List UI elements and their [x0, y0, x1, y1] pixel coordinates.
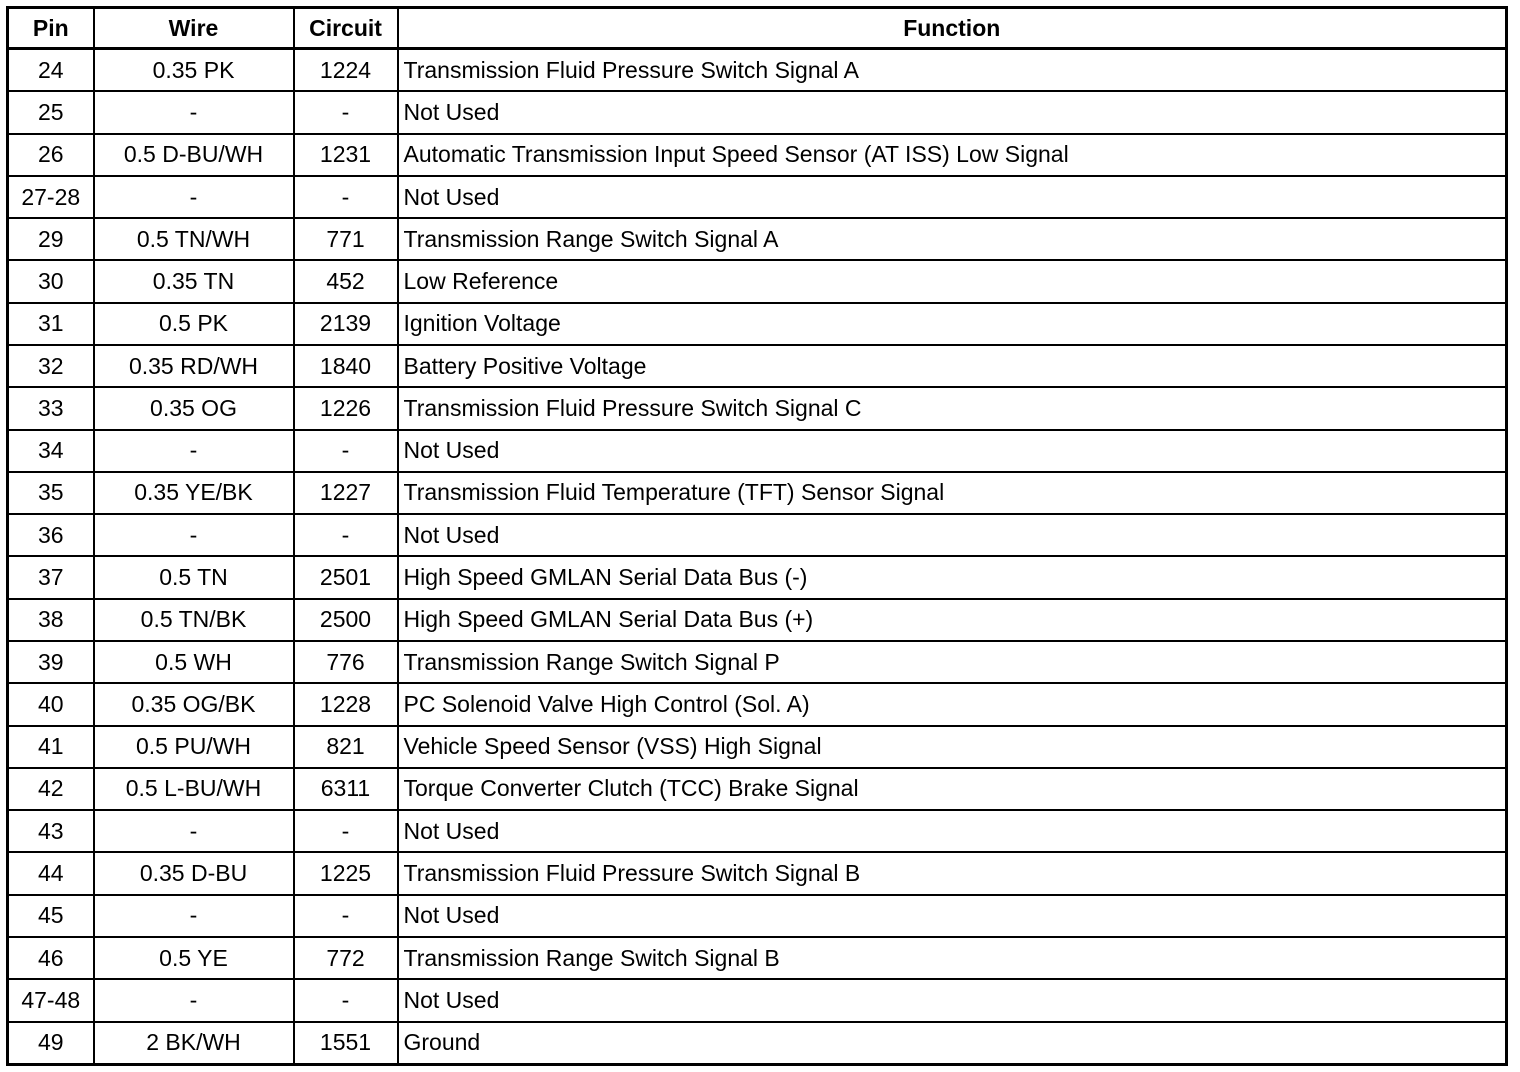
pin-cell: 30: [8, 260, 94, 302]
pin-cell: 44: [8, 852, 94, 894]
pin-cell: 27-28: [8, 176, 94, 218]
table-row: [8, 260, 1507, 302]
pin-cell: 46: [8, 937, 94, 979]
wire-cell: 0.5 YE: [94, 937, 294, 979]
circuit-cell: 1225: [294, 852, 398, 894]
header-row: [8, 8, 1507, 49]
function-cell: Not Used: [398, 895, 1507, 937]
function-cell: Transmission Fluid Pressure Switch Signal B: [398, 852, 1507, 894]
function-cell: Ground: [398, 1022, 1507, 1065]
circuit-cell: 2139: [294, 303, 398, 345]
table-row: [8, 49, 1507, 92]
function-cell: High Speed GMLAN Serial Data Bus (-): [398, 556, 1507, 598]
pin-cell: 49: [8, 1022, 94, 1065]
circuit-cell: 771: [294, 218, 398, 260]
pin-cell: 41: [8, 726, 94, 768]
circuit-cell: 821: [294, 726, 398, 768]
wire-cell: 2 BK/WH: [94, 1022, 294, 1065]
pin-cell: 47-48: [8, 979, 94, 1021]
pin-cell: 29: [8, 218, 94, 260]
wire-cell: -: [94, 895, 294, 937]
circuit-cell: 452: [294, 260, 398, 302]
wire-cell: 0.35 TN: [94, 260, 294, 302]
function-cell: Not Used: [398, 810, 1507, 852]
function-cell: Automatic Transmission Input Speed Sensor (AT ISS) Low Signal: [398, 134, 1507, 176]
table-row: [8, 979, 1507, 1021]
pin-cell: 31: [8, 303, 94, 345]
table-row: [8, 683, 1507, 725]
wire-cell: 0.35 OG: [94, 387, 294, 429]
table-row: [8, 218, 1507, 260]
table-row: [8, 556, 1507, 598]
wire-cell: 0.35 OG/BK: [94, 683, 294, 725]
circuit-cell: 1551: [294, 1022, 398, 1065]
wire-cell: -: [94, 979, 294, 1021]
table-row: [8, 852, 1507, 894]
wire-cell: 0.35 PK: [94, 49, 294, 92]
circuit-cell: -: [294, 514, 398, 556]
function-cell: Not Used: [398, 514, 1507, 556]
header-function: Function: [398, 8, 1507, 49]
function-cell: Transmission Range Switch Signal B: [398, 937, 1507, 979]
wire-cell: 0.35 D-BU: [94, 852, 294, 894]
pin-cell: 40: [8, 683, 94, 725]
circuit-cell: -: [294, 979, 398, 1021]
pin-cell: 37: [8, 556, 94, 598]
circuit-cell: 1231: [294, 134, 398, 176]
function-cell: Transmission Fluid Pressure Switch Signal A: [398, 49, 1507, 92]
table-row: [8, 810, 1507, 852]
table-row: [8, 514, 1507, 556]
wire-cell: 0.5 WH: [94, 641, 294, 683]
pin-cell: 32: [8, 345, 94, 387]
pin-cell: 38: [8, 599, 94, 641]
pin-cell: 45: [8, 895, 94, 937]
wire-cell: 0.5 PK: [94, 303, 294, 345]
table-row: [8, 176, 1507, 218]
pin-cell: 34: [8, 430, 94, 472]
header-circuit: Circuit: [294, 8, 398, 49]
table-row: [8, 599, 1507, 641]
header-pin: Pin: [8, 8, 94, 49]
wire-cell: 0.5 D-BU/WH: [94, 134, 294, 176]
wire-cell: 0.5 TN: [94, 556, 294, 598]
table-row: [8, 91, 1507, 133]
function-cell: High Speed GMLAN Serial Data Bus (+): [398, 599, 1507, 641]
function-cell: Not Used: [398, 430, 1507, 472]
table-row: [8, 303, 1507, 345]
table-row: [8, 345, 1507, 387]
pin-cell: 35: [8, 472, 94, 514]
wire-cell: -: [94, 514, 294, 556]
wire-cell: -: [94, 810, 294, 852]
pin-cell: 39: [8, 641, 94, 683]
function-cell: PC Solenoid Valve High Control (Sol. A): [398, 683, 1507, 725]
wire-cell: -: [94, 430, 294, 472]
circuit-cell: 1226: [294, 387, 398, 429]
table-row: [8, 895, 1507, 937]
pin-cell: 25: [8, 91, 94, 133]
table-row: [8, 134, 1507, 176]
circuit-cell: 2500: [294, 599, 398, 641]
wire-cell: 0.5 TN/WH: [94, 218, 294, 260]
circuit-cell: -: [294, 810, 398, 852]
table-row: [8, 1022, 1507, 1065]
pin-cell: 24: [8, 49, 94, 92]
function-cell: Transmission Fluid Temperature (TFT) Sensor Signal: [398, 472, 1507, 514]
table-row: [8, 768, 1507, 810]
circuit-cell: 1227: [294, 472, 398, 514]
circuit-cell: -: [294, 176, 398, 218]
header-wire: Wire: [94, 8, 294, 49]
circuit-cell: 776: [294, 641, 398, 683]
pin-cell: 43: [8, 810, 94, 852]
function-cell: Torque Converter Clutch (TCC) Brake Signal: [398, 768, 1507, 810]
circuit-cell: 1840: [294, 345, 398, 387]
circuit-cell: 772: [294, 937, 398, 979]
circuit-cell: 1224: [294, 49, 398, 92]
circuit-cell: -: [294, 91, 398, 133]
pin-cell: 33: [8, 387, 94, 429]
table-row: [8, 937, 1507, 979]
function-cell: Low Reference: [398, 260, 1507, 302]
wire-cell: -: [94, 176, 294, 218]
table-header: [8, 8, 1507, 49]
pinout-table: [6, 6, 1508, 1066]
table-row: [8, 430, 1507, 472]
function-cell: Transmission Range Switch Signal A: [398, 218, 1507, 260]
function-cell: Transmission Fluid Pressure Switch Signal C: [398, 387, 1507, 429]
wire-cell: -: [94, 91, 294, 133]
table-row: [8, 726, 1507, 768]
wire-cell: 0.5 PU/WH: [94, 726, 294, 768]
circuit-cell: -: [294, 430, 398, 472]
pin-cell: 42: [8, 768, 94, 810]
table-body: [8, 49, 1507, 1065]
function-cell: Not Used: [398, 91, 1507, 133]
circuit-cell: 6311: [294, 768, 398, 810]
wire-cell: 0.5 L-BU/WH: [94, 768, 294, 810]
wire-cell: 0.35 RD/WH: [94, 345, 294, 387]
function-cell: Vehicle Speed Sensor (VSS) High Signal: [398, 726, 1507, 768]
function-cell: Ignition Voltage: [398, 303, 1507, 345]
function-cell: Not Used: [398, 176, 1507, 218]
wire-cell: 0.35 YE/BK: [94, 472, 294, 514]
circuit-cell: 1228: [294, 683, 398, 725]
function-cell: Transmission Range Switch Signal P: [398, 641, 1507, 683]
table-row: [8, 387, 1507, 429]
function-cell: Battery Positive Voltage: [398, 345, 1507, 387]
circuit-cell: -: [294, 895, 398, 937]
circuit-cell: 2501: [294, 556, 398, 598]
function-cell: Not Used: [398, 979, 1507, 1021]
table-row: [8, 641, 1507, 683]
wire-cell: 0.5 TN/BK: [94, 599, 294, 641]
pin-cell: 26: [8, 134, 94, 176]
table-row: [8, 472, 1507, 514]
pin-cell: 36: [8, 514, 94, 556]
